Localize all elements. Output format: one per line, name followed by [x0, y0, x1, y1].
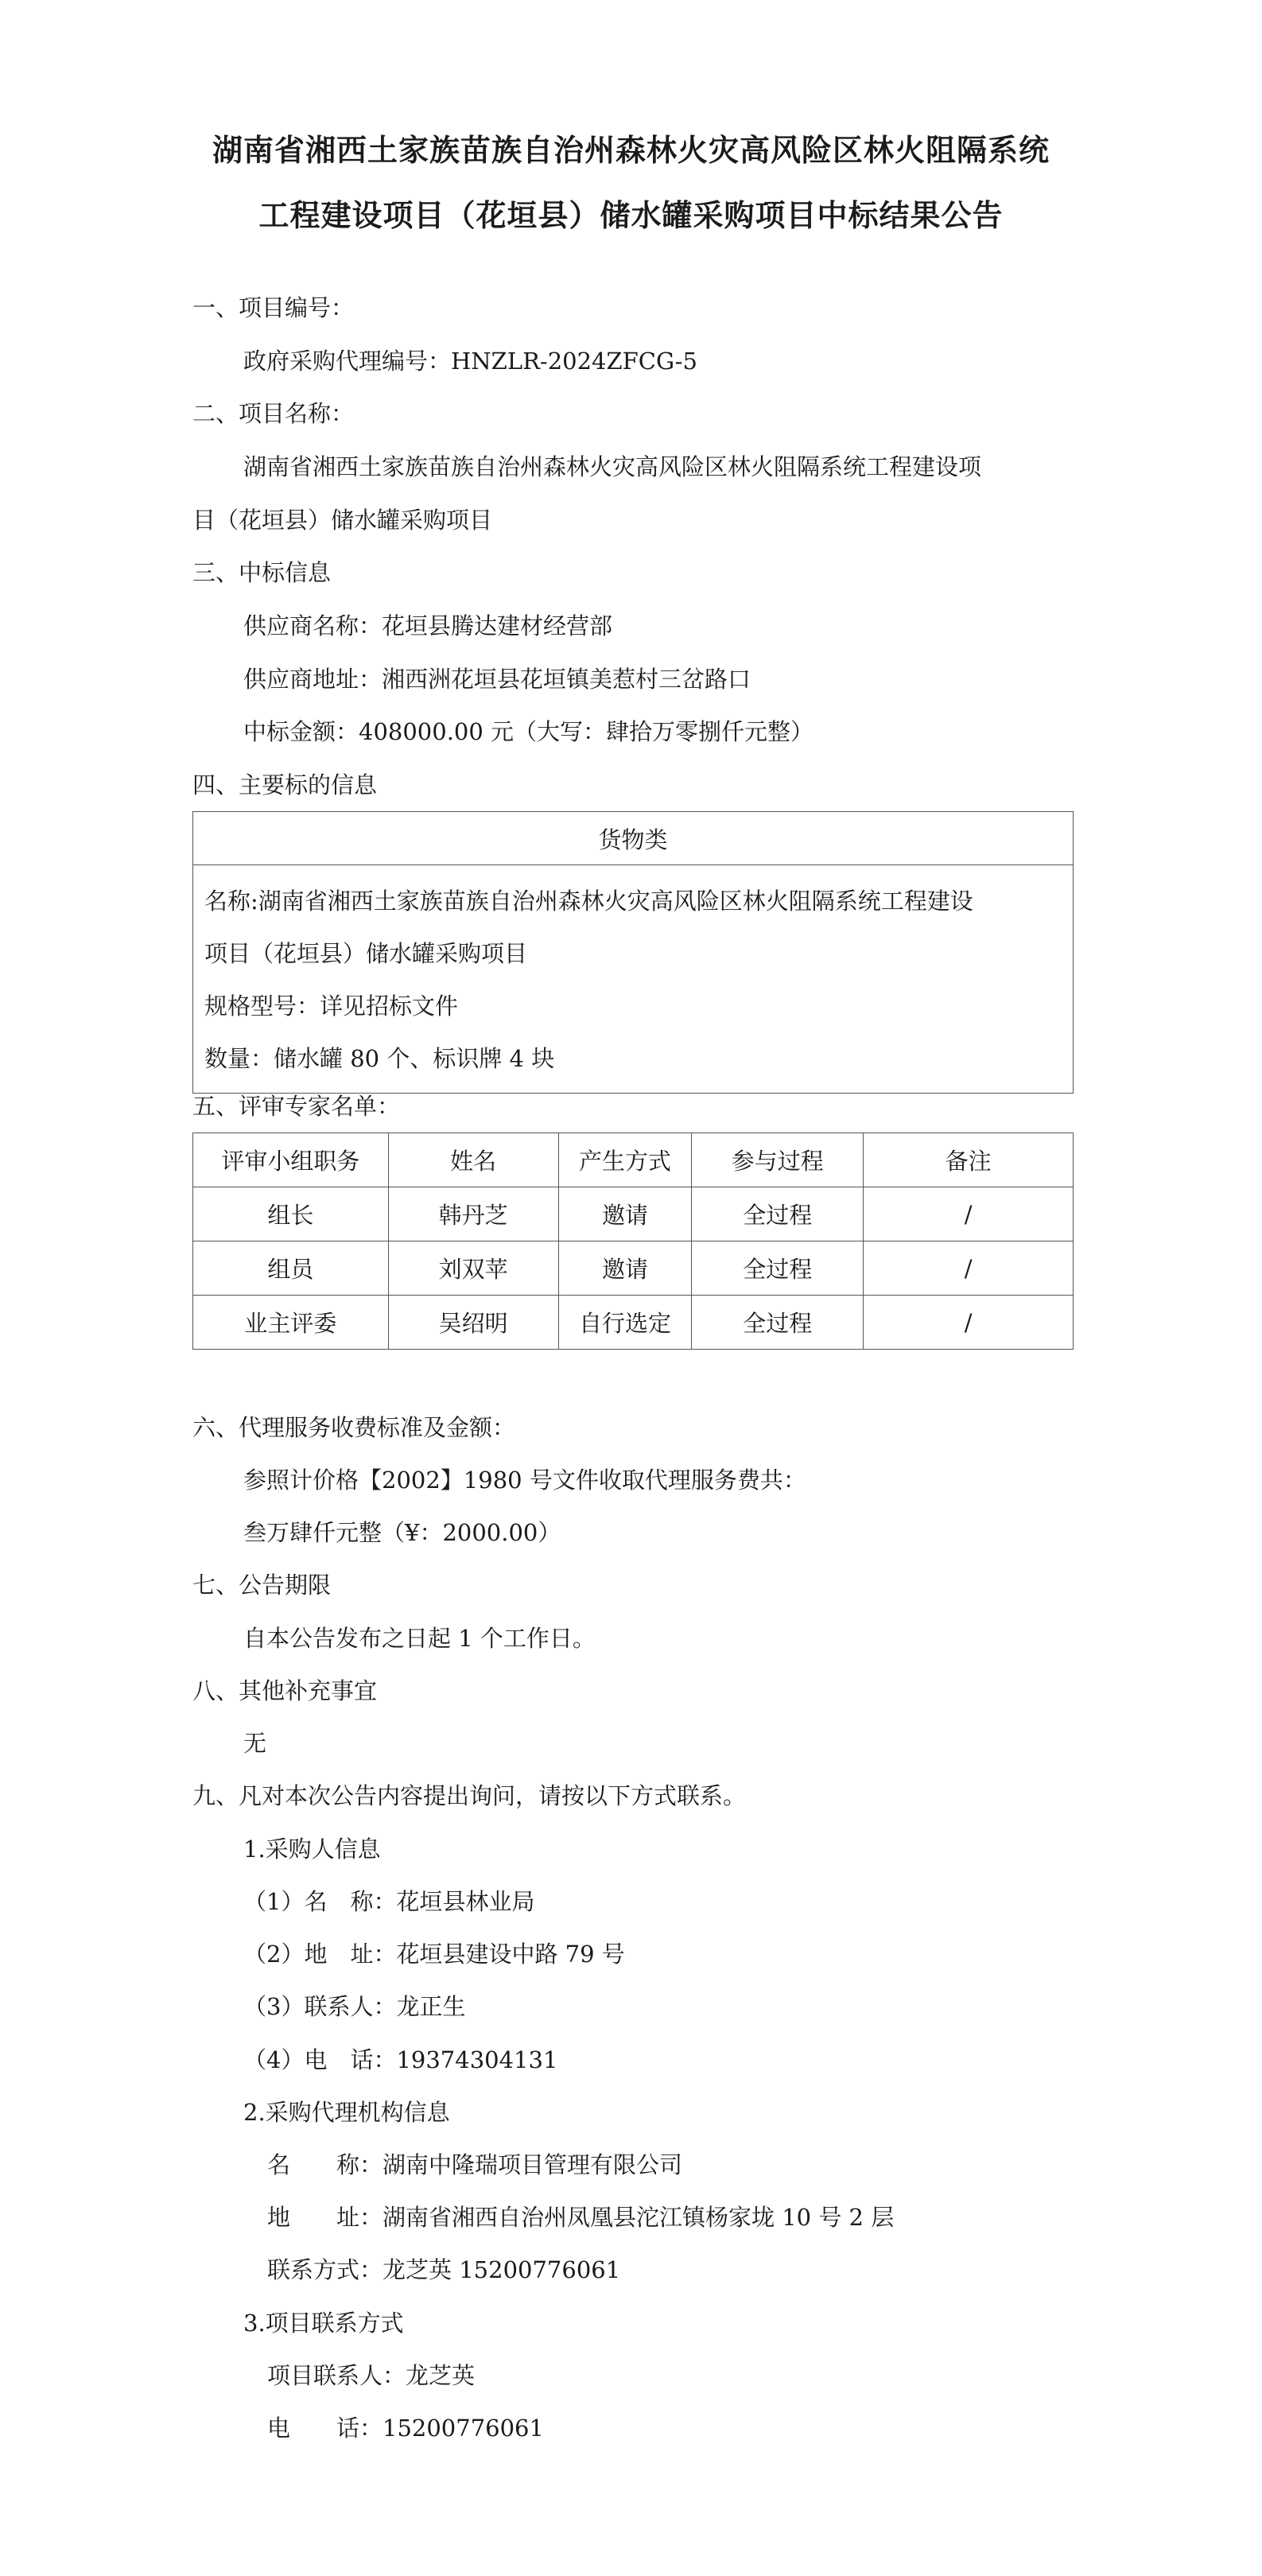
- goods-spec: 规格型号：详见招标文件: [204, 993, 459, 1020]
- supplier-name: 供应商名称：花垣县腾达建材经营部: [243, 612, 613, 639]
- table-cell: /: [864, 1241, 1074, 1296]
- project-name-line-2: 目（花垣县）储水罐采购项目: [192, 507, 493, 534]
- section-heading-agency-fee: 六、代理服务收费标准及金额：: [192, 1414, 516, 1441]
- goods-table-body: [193, 865, 1074, 1094]
- table-cell: 组员: [193, 1241, 389, 1296]
- agency-contact: 联系方式：龙芝英 15200776061: [267, 2256, 621, 2283]
- table-row: [193, 1296, 1074, 1350]
- goods-name-line-2: 项目（花垣县）储水罐采购项目: [204, 940, 528, 967]
- agency-address: 地 址：湖南省湘西自治州凤凰县沱江镇杨家垅 10 号 2 层: [267, 2204, 895, 2231]
- buyer-address: （2）地 址：花垣县建设中路 79 号: [243, 1941, 625, 1968]
- expert-table: [192, 1133, 1074, 1350]
- project-contact-person: 项目联系人：龙芝英: [267, 2362, 476, 2389]
- supplier-address: 供应商地址：湘西洲花垣县花垣镇美惹村三岔路口: [243, 666, 751, 693]
- column-header: 姓名: [388, 1133, 558, 1187]
- table-cell: 韩丹芝: [388, 1187, 558, 1241]
- column-header: 参与过程: [692, 1133, 864, 1187]
- buyer-phone: （4）电 话：19374304131: [243, 2046, 558, 2073]
- goods-quantity: 数量：储水罐 80 个、标识牌 4 块: [204, 1045, 555, 1072]
- goods-table: [192, 811, 1074, 1094]
- page-title-line-2: 工程建设项目（花垣县）储水罐采购项目中标结果公告: [258, 198, 1004, 233]
- table-cell: 自行选定: [558, 1296, 692, 1350]
- notice-period: 自本公告发布之日起 1 个工作日。: [243, 1625, 596, 1652]
- project-number: 政府采购代理编号：HNZLR-2024ZFCG-5: [243, 348, 697, 375]
- agency-info-heading: 2.采购代理机构信息: [243, 2099, 450, 2126]
- project-contact-heading: 3.项目联系方式: [243, 2310, 404, 2337]
- table-cell: 组长: [193, 1187, 389, 1241]
- page-title-line-1: 湖南省湘西土家族苗族自治州森林火灾高风险区林火阻隔系统: [212, 133, 1050, 168]
- section-heading-contact: 九、凡对本次公告内容提出询问，请按以下方式联系。: [192, 1782, 747, 1809]
- buyer-info-heading: 1.采购人信息: [243, 1836, 381, 1863]
- section-heading-notice-period: 七、公告期限: [192, 1572, 332, 1599]
- column-header: 评审小组职务: [193, 1133, 389, 1187]
- table-cell: 刘双苹: [388, 1241, 558, 1296]
- column-header: 备注: [864, 1133, 1074, 1187]
- buyer-name: （1）名 称：花垣县林业局: [243, 1888, 535, 1915]
- expert-table-header: [193, 1133, 1074, 1187]
- table-cell: 邀请: [558, 1187, 692, 1241]
- buyer-contact: （3）联系人：龙正生: [243, 1993, 466, 2020]
- column-header: 产生方式: [558, 1133, 692, 1187]
- table-cell: 全过程: [692, 1187, 864, 1241]
- other-matters: 无: [243, 1730, 267, 1757]
- table-cell: /: [864, 1187, 1074, 1241]
- project-name-line-1: 湖南省湘西土家族苗族自治州森林火灾高风险区林火阻隔系统工程建设项: [243, 453, 982, 480]
- goods-table-header: 货物类: [193, 812, 1074, 865]
- goods-name-line-1: 名称:湖南省湘西土家族苗族自治州森林火灾高风险区林火阻隔系统工程建设: [204, 888, 973, 915]
- table-cell: 邀请: [558, 1241, 692, 1296]
- project-contact-phone: 电 话：15200776061: [267, 2415, 544, 2442]
- section-heading-main-items: 四、主要标的信息: [192, 771, 378, 798]
- table-cell: /: [864, 1296, 1074, 1350]
- section-heading-award-info: 三、中标信息: [192, 559, 332, 586]
- section-heading-project-number: 一、项目编号：: [192, 294, 355, 321]
- section-heading-experts: 五、评审专家名单：: [192, 1093, 401, 1120]
- table-row: [193, 1187, 1074, 1241]
- agency-fee-line-2: 叁万肆仟元整（¥：2000.00）: [243, 1519, 561, 1546]
- agency-fee-line-1: 参照计价格【2002】1980 号文件收取代理服务费共：: [243, 1467, 806, 1494]
- table-cell: 吴绍明: [388, 1296, 558, 1350]
- table-cell: 全过程: [692, 1241, 864, 1296]
- table-cell: 全过程: [692, 1296, 864, 1350]
- table-cell: 业主评委: [193, 1296, 389, 1350]
- section-heading-other-matters: 八、其他补充事宜: [192, 1677, 378, 1704]
- table-row: [193, 1241, 1074, 1296]
- agency-name: 名 称：湖南中隆瑞项目管理有限公司: [267, 2151, 683, 2178]
- section-heading-project-name: 二、项目名称：: [192, 400, 355, 427]
- award-amount: 中标金额：408000.00 元（大写：肆拾万零捌仟元整）: [243, 718, 814, 745]
